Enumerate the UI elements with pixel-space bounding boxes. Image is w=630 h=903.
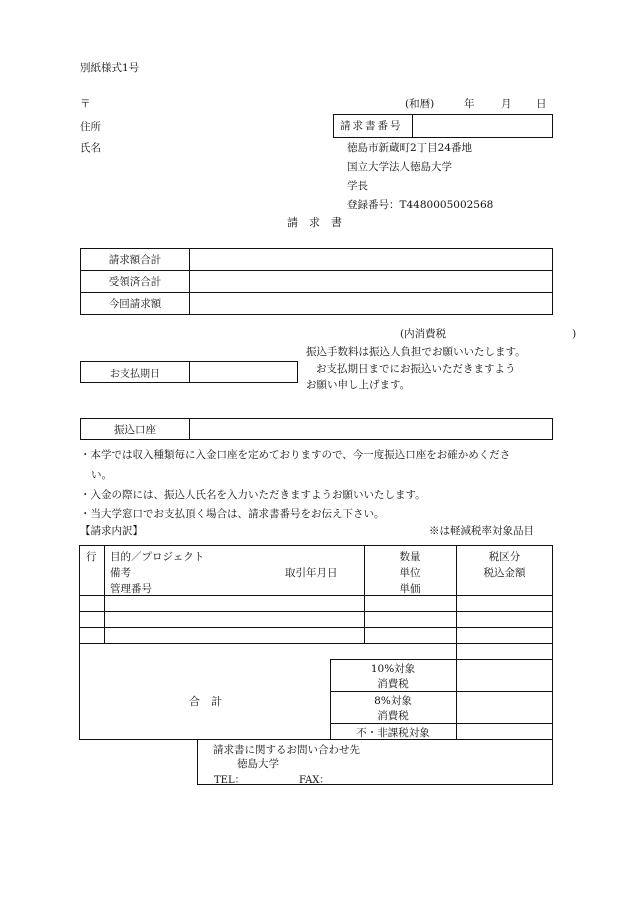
due-date-table xyxy=(80,361,298,383)
total-label: 請求額合計 xyxy=(81,249,190,271)
due-note-line2: お願い申し上げます。 xyxy=(306,379,411,391)
fee-note: 振込手数料は振込人負担でお願いいたします。 xyxy=(306,346,526,358)
note-3: ・当大学窓口でお支払頂く場合は、請求書番号をお伝え下さい。 xyxy=(80,508,385,520)
tax10-label: 10%対象 xyxy=(370,663,416,675)
issuer-address: 徳島市新蔵町2丁目24番地 xyxy=(347,142,473,154)
invoice-number-box xyxy=(333,114,553,138)
date-month: 月 xyxy=(501,98,512,110)
date-era: (和暦) xyxy=(405,98,435,110)
reduced-tax-note: ※は軽減税率対象品目 xyxy=(429,525,534,537)
amounts-table xyxy=(80,248,553,315)
col-taxinc-header: 税込金額 xyxy=(483,567,526,579)
col-mgmt-header: 管理番号 xyxy=(110,583,152,595)
note-2: ・入金の際には、振込人氏名を入力いただきますようお願いいたします。 xyxy=(80,489,426,501)
form-number: 別紙様式1号 xyxy=(80,62,140,74)
bank-account-value[interactable] xyxy=(190,419,553,440)
col-qty-header: 数量 xyxy=(399,551,421,563)
total-value[interactable] xyxy=(190,249,553,271)
totals-label: 合 計 xyxy=(189,695,222,708)
col-row-header: 行 xyxy=(86,551,97,563)
detail-heading: 【請求内訳】 xyxy=(80,525,143,537)
tax8-ctax-label: 消費税 xyxy=(377,710,409,722)
issuer-registration: 登録番号：T4480005002568 xyxy=(347,199,494,211)
due-note-line1: お支払期日までにお振込いただきますよう xyxy=(316,363,516,375)
received-label: 受領済合計 xyxy=(81,271,190,293)
contact-fax: FAX： xyxy=(299,775,330,786)
contact-title: 請求書に関するお問い合わせ先 xyxy=(213,744,360,756)
tax-note: (内消費税 ) xyxy=(400,328,577,340)
contact-org: 徳島大学 xyxy=(237,758,279,770)
bank-account-table xyxy=(80,418,553,440)
name-label: 氏名 xyxy=(80,142,101,154)
postal-mark: 〒 xyxy=(80,98,91,110)
nontax-label: 不・非課税対象 xyxy=(356,727,430,739)
invoice-number-label: 請求書番号 xyxy=(340,120,403,132)
col-purpose-header: 目的／プロジェクト xyxy=(110,551,205,563)
current-value[interactable] xyxy=(190,293,553,315)
col-unit-header: 単位 xyxy=(399,567,421,579)
issuer-title: 学長 xyxy=(347,180,368,192)
tax10-ctax-label: 消費税 xyxy=(377,678,409,690)
invoice-number-label-cell xyxy=(334,115,413,137)
document-title: 請 求 書 xyxy=(287,216,342,229)
current-label: 今回請求額 xyxy=(81,293,190,315)
note-1-cont: い。 xyxy=(91,469,112,481)
issuer-organization: 国立大学法人徳島大学 xyxy=(347,161,452,173)
col-date-header: 取引年月日 xyxy=(285,567,338,579)
due-date-label: お支払期日 xyxy=(81,362,190,383)
bank-account-label: 振込口座 xyxy=(81,419,190,440)
contact-tel: TEL： xyxy=(214,775,245,786)
col-taxcat-header: 税区分 xyxy=(488,551,521,563)
date-day: 日 xyxy=(536,98,547,110)
tax8-label: 8%対象 xyxy=(374,695,412,707)
col-price-header: 単価 xyxy=(399,583,421,595)
received-value[interactable] xyxy=(190,271,553,293)
col-remarks-header: 備考 xyxy=(110,567,131,579)
date-year: 年 xyxy=(464,98,475,110)
note-1: ・本学では収入種類毎に入金口座を定めておりますので、今一度振込口座をお確かめくださ xyxy=(80,449,511,461)
address-label: 住所 xyxy=(80,121,101,133)
due-date-value[interactable] xyxy=(190,362,298,383)
